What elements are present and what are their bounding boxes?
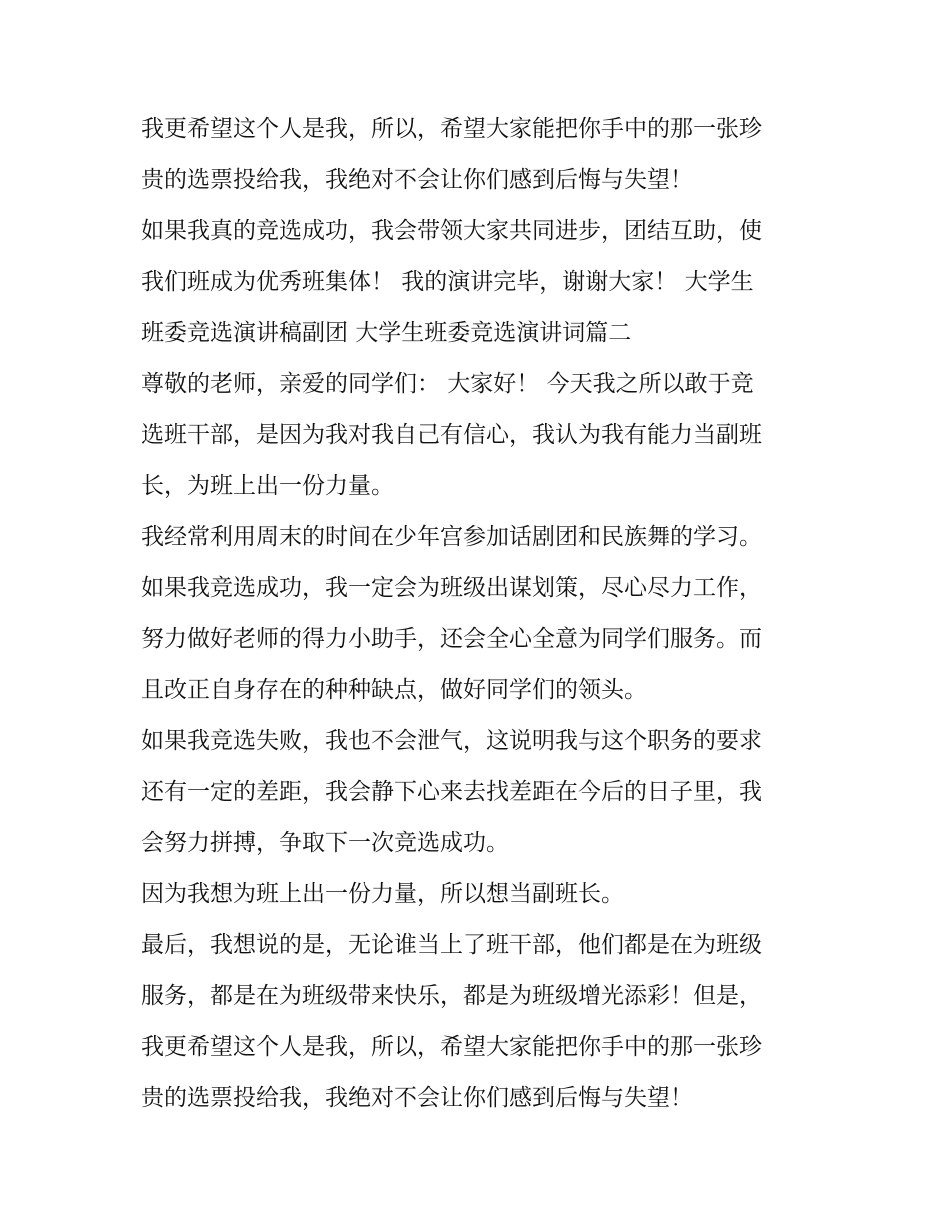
text-line: 贵的选票投给我，我绝对不会让你们感到后悔与失望！	[141, 167, 693, 193]
text-line: 努力做好老师的得力小助手，还会全心全意为同学们服务。而	[141, 626, 762, 652]
text-line: 班委竞选演讲稿副团 大学生班委竞选演讲词篇二	[141, 320, 632, 346]
text-line: 我们班成为优秀班集体！ 我的演讲完毕，谢谢大家！ 大学生	[141, 269, 754, 295]
text-line: 且改正自身存在的种种缺点，做好同学们的领头。	[141, 677, 647, 703]
text-line: 尊敬的老师，亲爱的同学们： 大家好！ 今天我之所以敢于竞	[141, 371, 754, 397]
text-line: 会努力拼搏，争取下一次竞选成功。	[141, 830, 509, 856]
text-line: 我更希望这个人是我，所以，希望大家能把你手中的那一张珍	[141, 1034, 762, 1060]
text-line: 还有一定的差距，我会静下心来去找差距在今后的日子里，我	[141, 779, 762, 805]
text-line: 服务，都是在为班级带来快乐，都是为班级增光添彩！但是，	[141, 983, 762, 1009]
text-line: 最后，我想说的是，无论谁当上了班干部，他们都是在为班级	[141, 932, 762, 958]
text-line: 如果我真的竞选成功，我会带领大家共同进步，团结互助，使	[141, 218, 762, 244]
text-line: 我经常利用周末的时间在少年宫参加话剧团和民族舞的学习。	[141, 524, 762, 550]
text-line: 选班干部，是因为我对我自己有信心，我认为我有能力当副班	[141, 422, 762, 448]
text-line: 如果我竞选成功，我一定会为班级出谋划策，尽心尽力工作，	[141, 575, 762, 601]
text-line: 如果我竞选失败，我也不会泄气，这说明我与这个职务的要求	[141, 728, 762, 754]
text-line: 因为我想为班上出一份力量，所以想当副班长。	[141, 881, 624, 907]
text-line: 我更希望这个人是我，所以，希望大家能把你手中的那一张珍	[141, 116, 762, 142]
text-line: 长，为班上出一份力量。	[141, 473, 394, 499]
document-body	[141, 104, 821, 1124]
text-line: 贵的选票投给我，我绝对不会让你们感到后悔与失望！	[141, 1085, 693, 1111]
